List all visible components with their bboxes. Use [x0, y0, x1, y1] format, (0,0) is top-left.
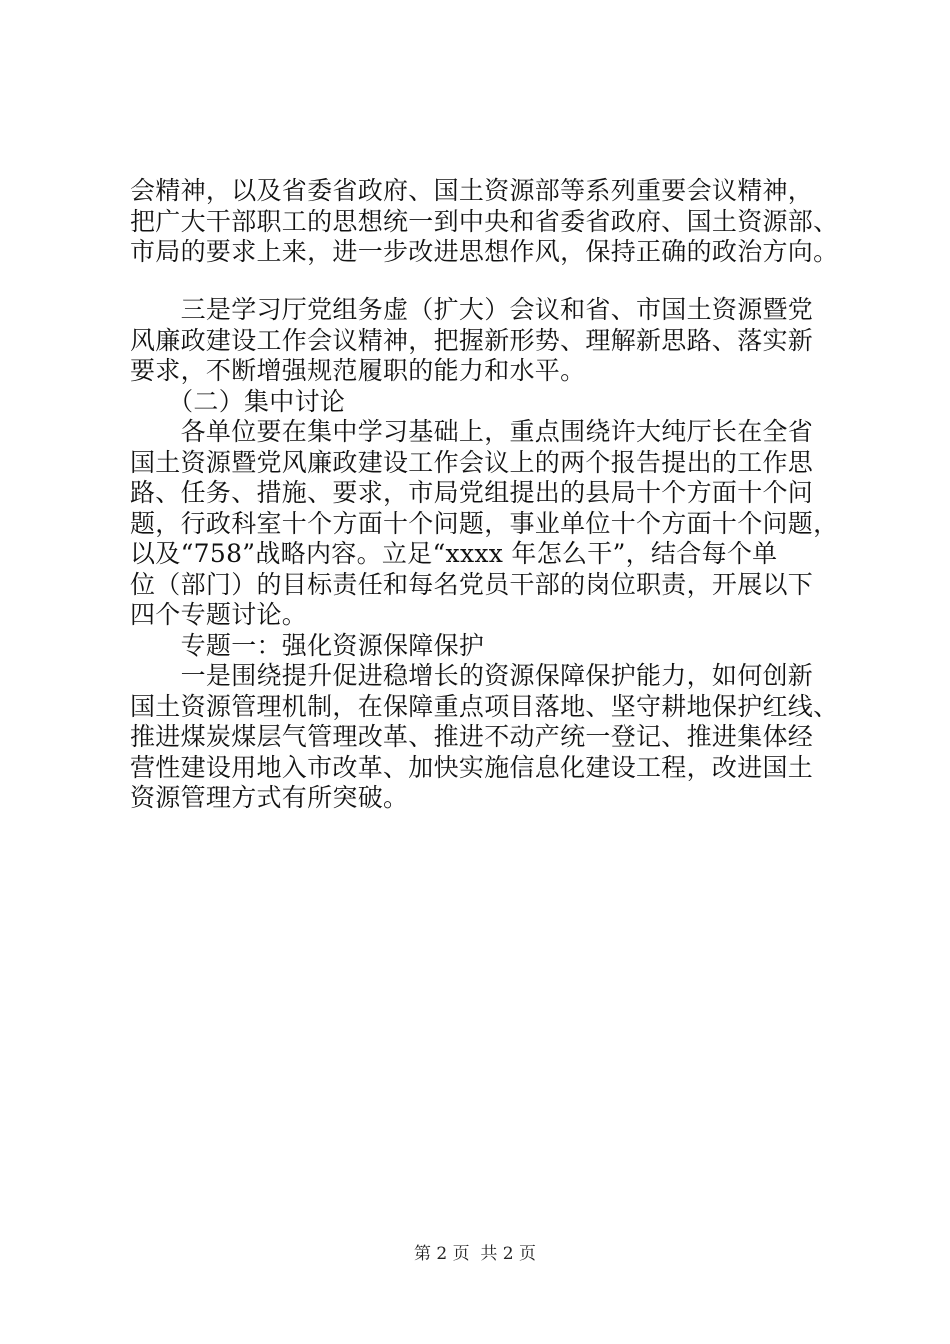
text-line: 题，行政科室十个方面十个问题，事业单位十个方面十个问题，: [130, 508, 839, 538]
page-number-label: 第 2 页 共 2 页: [413, 1244, 537, 1264]
text-line: 一是围绕提升促进稳增长的资源保障保护能力，如何创新: [130, 661, 814, 690]
page-footer: [0, 1243, 950, 1265]
section-heading: （二）集中讨论: [130, 386, 346, 416]
text-line: 位（部门）的目标责任和每名党员干部的岗位职责，开展以下: [130, 569, 814, 599]
text-line: 风廉政建设工作会议精神，把握新形势、理解新思路、落实新: [130, 325, 814, 355]
text-line: 把广大干部职工的思想统一到中央和省委省政府、国土资源部、: [130, 206, 839, 236]
topic-heading: 专题一：强化资源保障保护: [130, 630, 485, 660]
text-line: 各单位要在集中学习基础上，重点围绕许大纯厅长在全省: [130, 417, 814, 446]
text-line: 资源管理方式有所突破。: [130, 783, 409, 812]
continuation-paragraph: [130, 176, 839, 268]
text-line: 以及“758”战略内容。立足“xxxx 年怎么干”，结合每个单: [130, 539, 778, 568]
text-line: 三是学习厅党组务虚（扩大）会议和省、市国土资源暨党: [130, 295, 814, 324]
text-line: 国土资源暨党风廉政建设工作会议上的两个报告提出的工作思: [130, 447, 814, 477]
body-text: [130, 295, 839, 814]
text-line: 国土资源管理机制，在保障重点项目落地、坚守耕地保护红线、: [130, 691, 839, 721]
text-line: 要求，不断增强规范履职的能力和水平。: [130, 356, 586, 385]
text-line: 市局的要求上来，进一步改进思想作风，保持正确的政治方向。: [130, 237, 839, 266]
text-line: 路、任务、措施、要求，市局党组提出的县局十个方面十个问: [130, 478, 814, 507]
text-line: 会精神，以及省委省政府、国土资源部等系列重要会议精神，: [130, 176, 814, 205]
text-line: 推进煤炭煤层气管理改革、推进不动产统一登记、推进集体经: [130, 722, 814, 751]
text-line: 营性建设用地入市改革、加快实施信息化建设工程，改进国土: [130, 752, 814, 782]
text-line: 四个专题讨论。: [130, 600, 308, 629]
